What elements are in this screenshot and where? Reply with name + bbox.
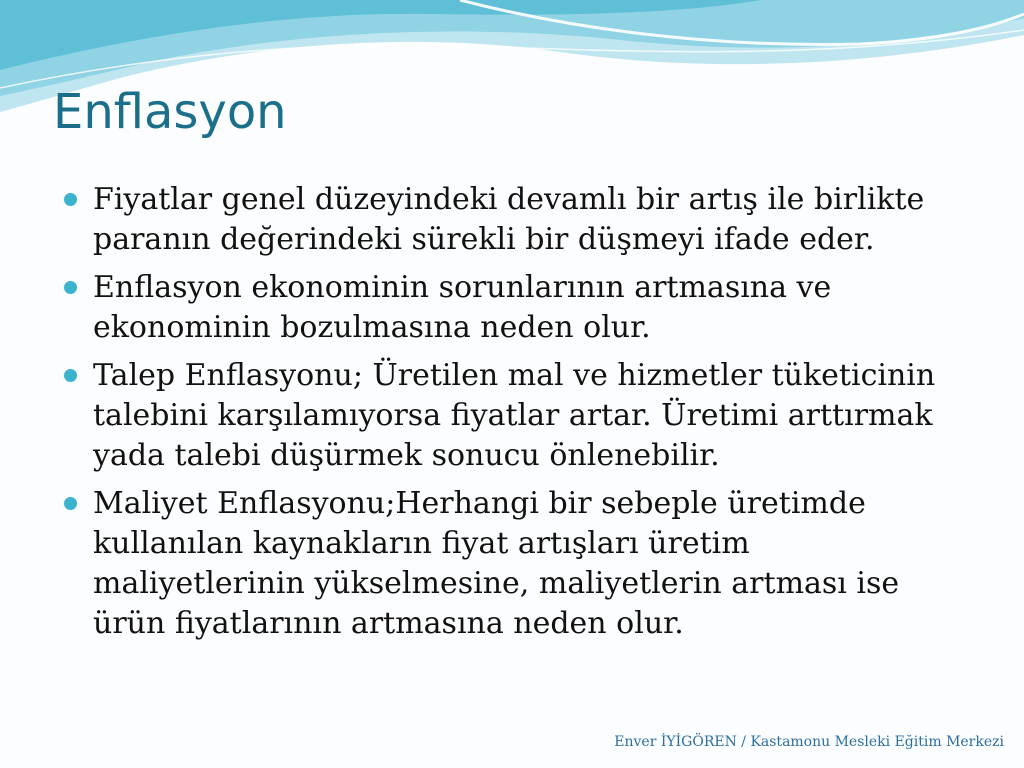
bullet-dot-icon (64, 193, 77, 206)
bullet-item (64, 484, 964, 644)
bullet-item (64, 268, 964, 348)
bullet-text: Enflasyon ekonominin sorunlarının artmasına ve ekonominin bozulmasına neden olur. (93, 270, 832, 345)
bullet-item (64, 356, 964, 476)
bullet-dot-icon (64, 281, 77, 294)
slide-footer: Enver İYİGÖREN / Kastamonu Mesleki Eğitim Merkezi (614, 734, 1004, 750)
slide-title: Enflasyon (53, 84, 287, 140)
bullet-text: Talep Enflasyonu; Üretilen mal ve hizmetler tüketicinin talebini karşılamıyorsa fiyatlar artar. Üretimi arttırmak yada talebi düşürmek sonucu önlenebilir. (93, 358, 936, 473)
bullet-dot-icon (64, 369, 77, 382)
bullet-text: Maliyet Enflasyonu;Herhangi bir sebeple üretimde kullanılan kaynakların fiyat artışları üretim maliyetlerinin yükselmesine, maliyetlerin artması ise ürün fiyatlarının artmasına neden olur. (93, 486, 900, 641)
bullet-dot-icon (64, 497, 77, 510)
bullet-list (64, 180, 964, 652)
bullet-text: Fiyatlar genel düzeyindeki devamlı bir artış ile birlikte paranın değerindeki sürekli bir düşmeyi ifade eder. (93, 182, 925, 257)
bullet-item (64, 180, 964, 260)
